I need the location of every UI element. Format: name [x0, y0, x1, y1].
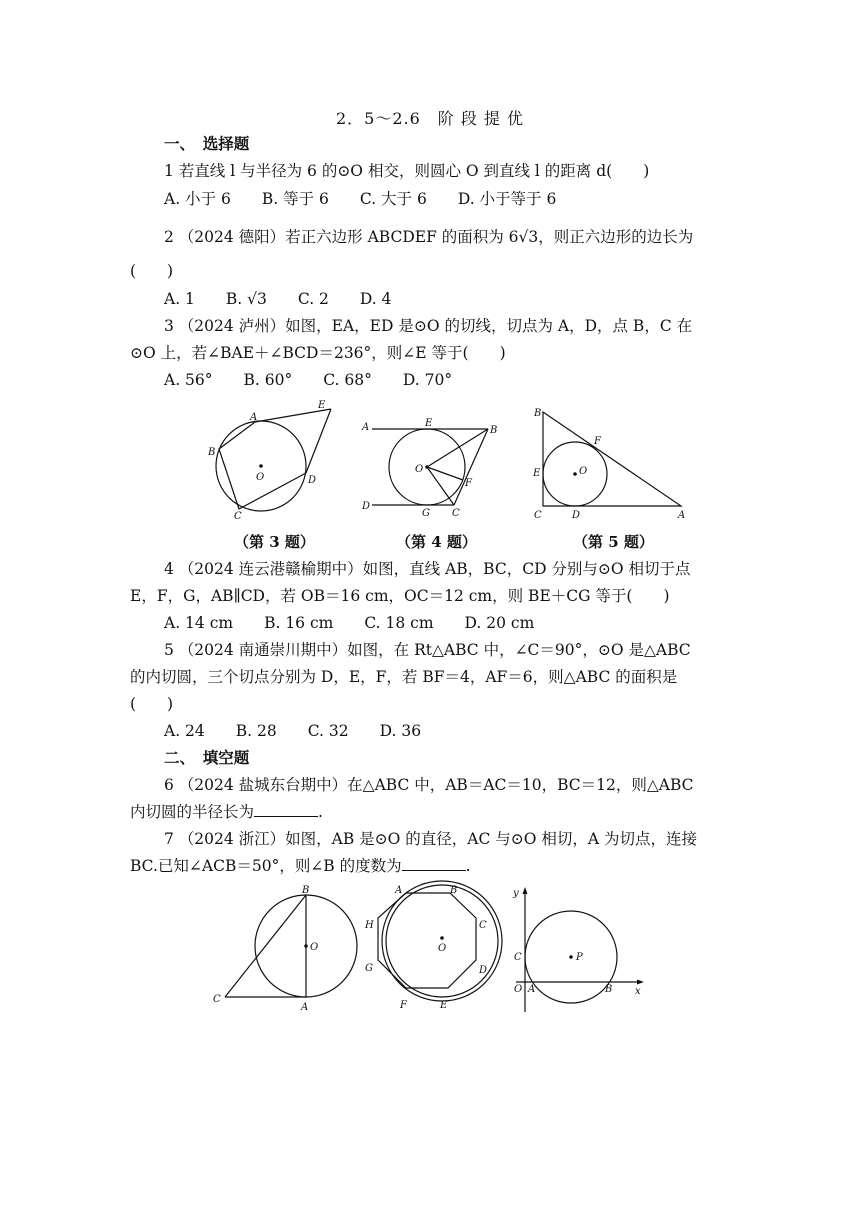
figure-q4: [360, 412, 510, 522]
q3-line1: 3 （2024 泸州）如图，EA，ED 是⊙O 的切线，切点为 A，D，点 B，C 在: [164, 317, 693, 335]
caption-fig3: （第 3 题）: [234, 533, 315, 551]
fig8-label-a: A: [395, 885, 403, 896]
q6-line1: 6 （2024 盐城东台期中）在△ABC 中，AB＝AC＝10，BC＝12，则△ABC: [164, 776, 694, 794]
q5-line2: 的内切圆，三个切点分别为 D，E，F，若 BF＝4，AF＝6，则△ABC 的面积是: [130, 668, 678, 686]
fig5-label-f: F: [594, 436, 601, 447]
fig5-label-c: C: [534, 510, 542, 521]
fig8-label-o: O: [438, 943, 447, 954]
fig5-label-a: A: [678, 510, 686, 521]
fig8-label-d: D: [479, 965, 488, 976]
fig9-label-y: y: [513, 888, 519, 899]
q1-options: A. 小于 6 B. 等于 6 C. 大于 6 D. 小于等于 6: [164, 190, 557, 208]
figure-q3: [200, 395, 340, 525]
fig9-label-p: P: [576, 952, 583, 963]
fig7-label-c: C: [213, 994, 221, 1005]
q4-line1: 4 （2024 连云港赣榆期中）如图，直线 AB，BC，CD 分别与⊙O 相切于点: [164, 560, 691, 578]
fig8-label-f: F: [400, 1000, 407, 1011]
fig5-label-o: O: [579, 466, 588, 477]
fig8-label-h: H: [365, 920, 374, 931]
q6-line2-text: 内切圆的半径长为: [130, 803, 255, 821]
fig4-label-a: A: [362, 422, 370, 433]
figure-coordinate: [508, 884, 648, 1016]
fig5-label-e: E: [533, 468, 541, 479]
fig7-label-a: A: [301, 1002, 309, 1013]
q5-line3: ( ): [130, 695, 174, 713]
fig4-label-g: G: [422, 508, 430, 519]
fig8-label-e: E: [440, 1000, 448, 1011]
q3-options: A. 56° B. 60° C. 68° D. 70°: [164, 371, 453, 389]
figure-q7: [208, 880, 368, 1016]
q6-answer-blank[interactable]: [254, 802, 318, 817]
caption-fig4: （第 4 题）: [396, 533, 477, 551]
q5-options: A. 24 B. 28 C. 32 D. 36: [164, 722, 422, 740]
fig9-label-o: O: [514, 984, 523, 995]
q7-line2: [130, 855, 471, 877]
q2-options: A. 1 B. √3 C. 2 D. 4: [164, 290, 392, 308]
q7-line1: 7 （2024 浙江）如图，AB 是⊙O 的直径，AC 与⊙O 相切，A 为切点，连接: [164, 830, 698, 848]
fig4-label-e: E: [425, 418, 433, 429]
fig4-label-b: B: [490, 425, 498, 436]
fig4-label-o: O: [415, 464, 424, 475]
section-fill-heading: 二、 填空题: [164, 748, 250, 767]
fig4-label-c: C: [452, 508, 460, 519]
fig3-label-d: D: [308, 475, 317, 486]
fig9-label-c: C: [514, 952, 522, 963]
q6-line2: [130, 801, 323, 823]
fig7-label-b: B: [302, 885, 310, 896]
fig8-label-c: C: [479, 920, 487, 931]
fig8-label-b: B: [450, 885, 458, 896]
q4-line2: E，F，G，AB∥CD，若 OB＝16 cm，OC＝12 cm，则 BE＋CG 等于( ): [130, 587, 670, 605]
q2-line2: ( ): [130, 262, 174, 280]
fig8-label-g: G: [365, 963, 373, 974]
q3-line2: ⊙O 上，若∠BAE＋∠BCD＝236°，则∠E 等于( ): [130, 344, 506, 362]
caption-fig5: （第 5 题）: [573, 533, 654, 551]
fig3-label-c: C: [234, 511, 242, 522]
fig5-label-b: B: [534, 408, 542, 419]
fig3-label-e: E: [318, 400, 326, 411]
fig4-label-f: F: [465, 478, 472, 489]
q7-line2-end: .: [465, 857, 471, 875]
q7-line2-text: BC.已知∠ACB＝50°，则∠B 的度数为: [130, 857, 402, 875]
q2-line1: 2 （2024 德阳）若正六边形 ABCDEF 的面积为 6√3，则正六边形的边长为: [164, 228, 694, 246]
page-title: 2．5～2.6 阶 段 提 优: [335, 109, 525, 128]
q4-options: A. 14 cm B. 16 cm C. 18 cm D. 20 cm: [164, 614, 535, 632]
fig3-label-a: A: [250, 412, 258, 423]
q6-line2-end: .: [318, 803, 323, 821]
fig9-label-a: A: [528, 984, 536, 995]
figure-octagon: [358, 880, 510, 1016]
fig9-label-b: B: [605, 984, 613, 995]
fig7-label-o: O: [310, 942, 319, 953]
q1-text: 1 若直线 l 与半径为 6 的⊙O 相交，则圆心 O 到直线 l 的距离 d( ): [164, 162, 650, 180]
fig9-label-x: x: [635, 986, 641, 997]
fig3-label-b: B: [208, 447, 216, 458]
figure-q5: [528, 402, 696, 522]
fig3-label-o: O: [256, 472, 265, 483]
fig5-label-d: D: [572, 510, 581, 521]
q7-answer-blank[interactable]: [402, 856, 466, 871]
section-choice-heading: 一、 选择题: [164, 134, 250, 153]
fig4-label-d: D: [362, 501, 371, 512]
q5-line1: 5 （2024 南通崇川期中）如图，在 Rt△ABC 中，∠C＝90°，⊙O 是△ABC: [164, 641, 691, 659]
